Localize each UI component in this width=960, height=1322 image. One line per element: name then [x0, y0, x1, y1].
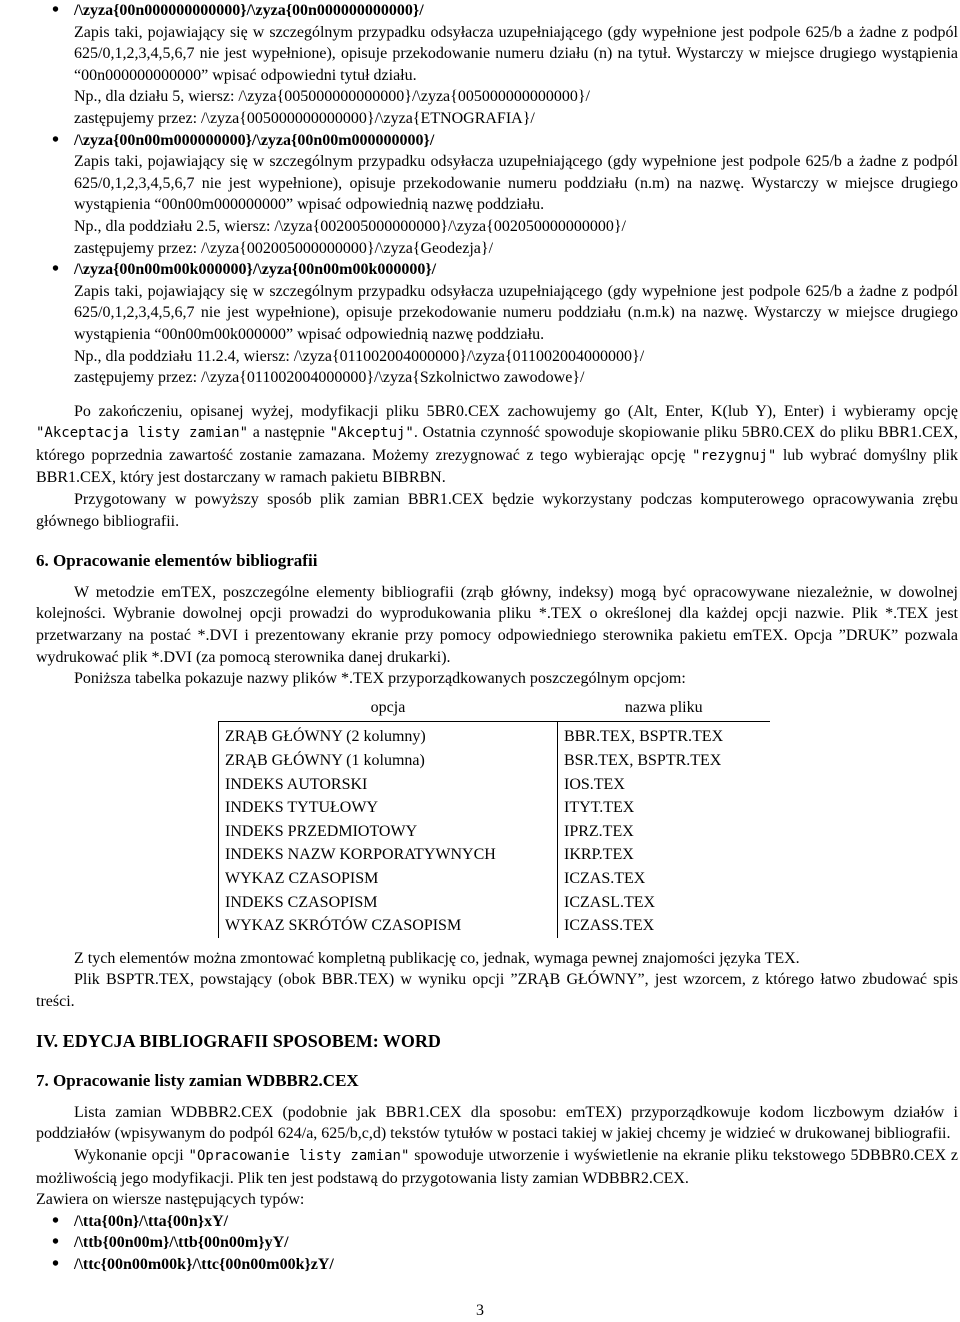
table-row: ZRĄB GŁÓWNY (2 kolumny) BBR.TEX, BSPTR.TEX	[219, 722, 771, 749]
menu-option-text: "rezygnuj"	[692, 447, 777, 464]
paragraph: Zapis taki, pojawiający się w szczególnym przypadku odsyłacza uzupełniającego (gdy wypełnione jest podpole 625/b a żadne z podpól 625/0,1,2,3,4,5,6,7 nie jest wypełnione), opisuje przekodowanie numeru poddziału (n.m) na nazwę. Wystarczy w miejsce drugiego wystąpienia “00n00m000000000” wpisać odpowiednią nazwę poddziału.	[74, 153, 958, 214]
section-heading: 7. Opracowanie listy zamian WDBBR2.CEX	[36, 1071, 359, 1091]
list-item: • /\ttb{00n00m}/\ttb{00n00m}yY/	[36, 1232, 958, 1254]
document-page	[36, 0, 958, 1275]
table-row: INDEKS TYTUŁOWY ITYT.TEX	[219, 796, 771, 820]
replacement-line: zastępujemy przez: /\zyza{011002004000000}/\zyza{Szkolnictwo zawodowe}/	[74, 369, 585, 387]
paragraph: Przygotowany w powyższy sposób plik zamian BBR1.CEX będzie wykorzystany podczas komputerowego opracowywania zrębu głównego bibliografii.	[36, 491, 958, 530]
paragraph: Z tych elementów można zmontować kompletną publikację co, jednak, wymaga pewnej znajomości języka TEX.	[74, 949, 800, 967]
paragraph: Zapis taki, pojawiający się w szczególnym przypadku odsyłacza uzupełniającego (gdy wypełnione jest podpole 625/b a żadne z podpól 625/0,1,2,3,4,5,6,7 nie jest wypełnione), opisuje przekodowanie numeru działu (n) na tytuł. Wystarczy w miejsce drugiego wystąpienia “00n000000000000” wpisać odpowiedni tytuł działu.	[74, 23, 958, 84]
page-number: 3	[476, 1302, 484, 1319]
menu-option-text: "Akceptuj"	[329, 425, 414, 442]
file-names-table	[218, 696, 770, 938]
table-header-option: opcja	[219, 696, 558, 722]
replacement-line: zastępujemy przez: /\zyza{005000000000000}/\zyza{ETNOGRAFIA}/	[74, 109, 535, 127]
paragraph: Plik BSPTR.TEX, powstający (obok BBR.TEX) w wyniku opcji ”ZRĄB GŁÓWNY”, jest wzorcem, z którego łatwo zbudować spis treści.	[36, 971, 958, 1010]
paragraph: Wykonanie opcji "Opracowanie listy zamian" spowoduje utworzenie i wyświetlenie na ekranie pliku tekstowego 5DBBR0.CEX z możliwością jego modyfikacji. Plik ten jest podstawą do przygotowania listy zamian WDBBR2.CEX.	[36, 1146, 959, 1187]
paragraph: Zapis taki, pojawiający się w szczególnym przypadku odsyłacza uzupełniającego (gdy wypełnione jest podpole 625/b a żadne z podpól 625/0,1,2,3,4,5,6,7 nie jest wypełnione), opisuje przekodowanie numeru poddziału (n.m.k) na nazwę. Wystarczy w miejsce drugiego wystąpienia “00n00m00k000000” wpisać odpowiednią nazwę poddziału.	[74, 282, 958, 343]
example-line: Np., dla działu 5, wiersz: /\zyza{005000000000000}/\zyza{005000000000000}/	[74, 88, 590, 106]
section-heading: 6. Opracowanie elementów bibliografii	[36, 551, 318, 571]
menu-option-text: "Akceptacja listy zamian"	[36, 425, 249, 442]
code-line-bullet: • /\zyza{00n000000000000}/\zyza{00n000000000000}/	[36, 0, 958, 22]
table-row: INDEKS AUTORSKI IOS.TEX	[219, 773, 771, 797]
example-line: Np., dla poddziału 2.5, wiersz: /\zyza{002005000000000}/\zyza{002050000000000}/	[74, 217, 626, 235]
table-row: INDEKS PRZEDMIOTOWY IPRZ.TEX	[219, 820, 771, 844]
paragraph: Poniższa tabelka pokazuje nazwy plików *.TEX przyporządkowanych poszczególnym opcjom:	[74, 670, 686, 688]
table-row: WYKAZ SKRÓTÓW CZASOPISM ICZASS.TEX	[219, 914, 771, 938]
part-heading: IV. EDYCJA BIBLIOGRAFII SPOSOBEM: WORD	[36, 1030, 441, 1051]
code-line-bullet: • /\zyza{00n00m000000000}/\zyza{00n00m000000000}/	[36, 130, 958, 152]
paragraph: W metodzie emTEX, poszczególne elementy bibliografii (zrąb główny, indeksy) mogą być opracowywane niezależnie, w dowolnej kolejności. Wybranie dowolnej opcji prowadzi do wyprodukowania pliku *.TEX o określonej dla każdej opcji nazwie. Plik *.TEX jest przetwarzany na postać *.DVI i prezentowany ekranie przy pomocy odpowiedniego sterownika pakietu emTEX. Opcja ”DRUK” pozwala wydrukować plik *.DVI (za pomocą sterownika danej drukarki).	[36, 583, 958, 666]
replacement-line: zastępujemy przez: /\zyza{002005000000000}/\zyza{Geodezja}/	[74, 239, 494, 257]
table-header-filename: nazwa pliku	[558, 696, 771, 722]
menu-option-text: "Opracowanie listy zamian"	[188, 1147, 410, 1164]
table-row: WYKAZ CZASOPISM ICZAS.TEX	[219, 867, 771, 891]
list-item: • /\ttc{00n00m00k}/\ttc{00n00m00k}zY/	[36, 1254, 958, 1276]
table-row: INDEKS NAZW KORPORATYWNYCH IKRP.TEX	[219, 843, 771, 867]
list-item: • /\tta{00n}/\tta{00n}xY/	[36, 1211, 958, 1233]
paragraph: Lista zamian WDBBR2.CEX (podobnie jak BBR1.CEX dla sposobu: emTEX) przyporządkowuje kodom liczbowym działów i poddziałów (wpisywanym do podpól 624/a, 625/b,c,d) tekstów tytułów w postaci takiej w jakiej chcemy je widzieć w drukowanej bibliografii.	[36, 1103, 958, 1143]
table-row: INDEKS CZASOPISM ICZASL.TEX	[219, 891, 771, 915]
paragraph: Po zakończeniu, opisanej wyżej, modyfikacji pliku 5BR0.CEX zachowujemy go (Alt, Enter, K(lub Y), Enter) i wybieramy opcję "Akceptacja listy zamian" a następnie "Akceptuj". Ostatnia czynność spowoduje skopiowanie pliku 5BR0.CEX do pliku BBR1.CEX, którego poprzednia zawartość zostanie zamazana. Możemy zrezygnować z tego wybierając opcję "rezygnuj" lub wybrać domyślny plik BBR1.CEX, który jest dostarczany w ramach pakietu BIBRBN.	[36, 402, 959, 487]
example-line: Np., dla poddziału 11.2.4, wiersz: /\zyza{011002004000000}/\zyza{011002004000000}/	[74, 347, 645, 365]
table-row: ZRĄB GŁÓWNY (1 kolumna) BSR.TEX, BSPTR.TEX	[219, 749, 771, 773]
code-line-bullet: • /\zyza{00n00m00k000000}/\zyza{00n00m00k000000}/	[36, 259, 958, 281]
paragraph: Zawiera on wiersze następujących typów:	[36, 1191, 305, 1209]
